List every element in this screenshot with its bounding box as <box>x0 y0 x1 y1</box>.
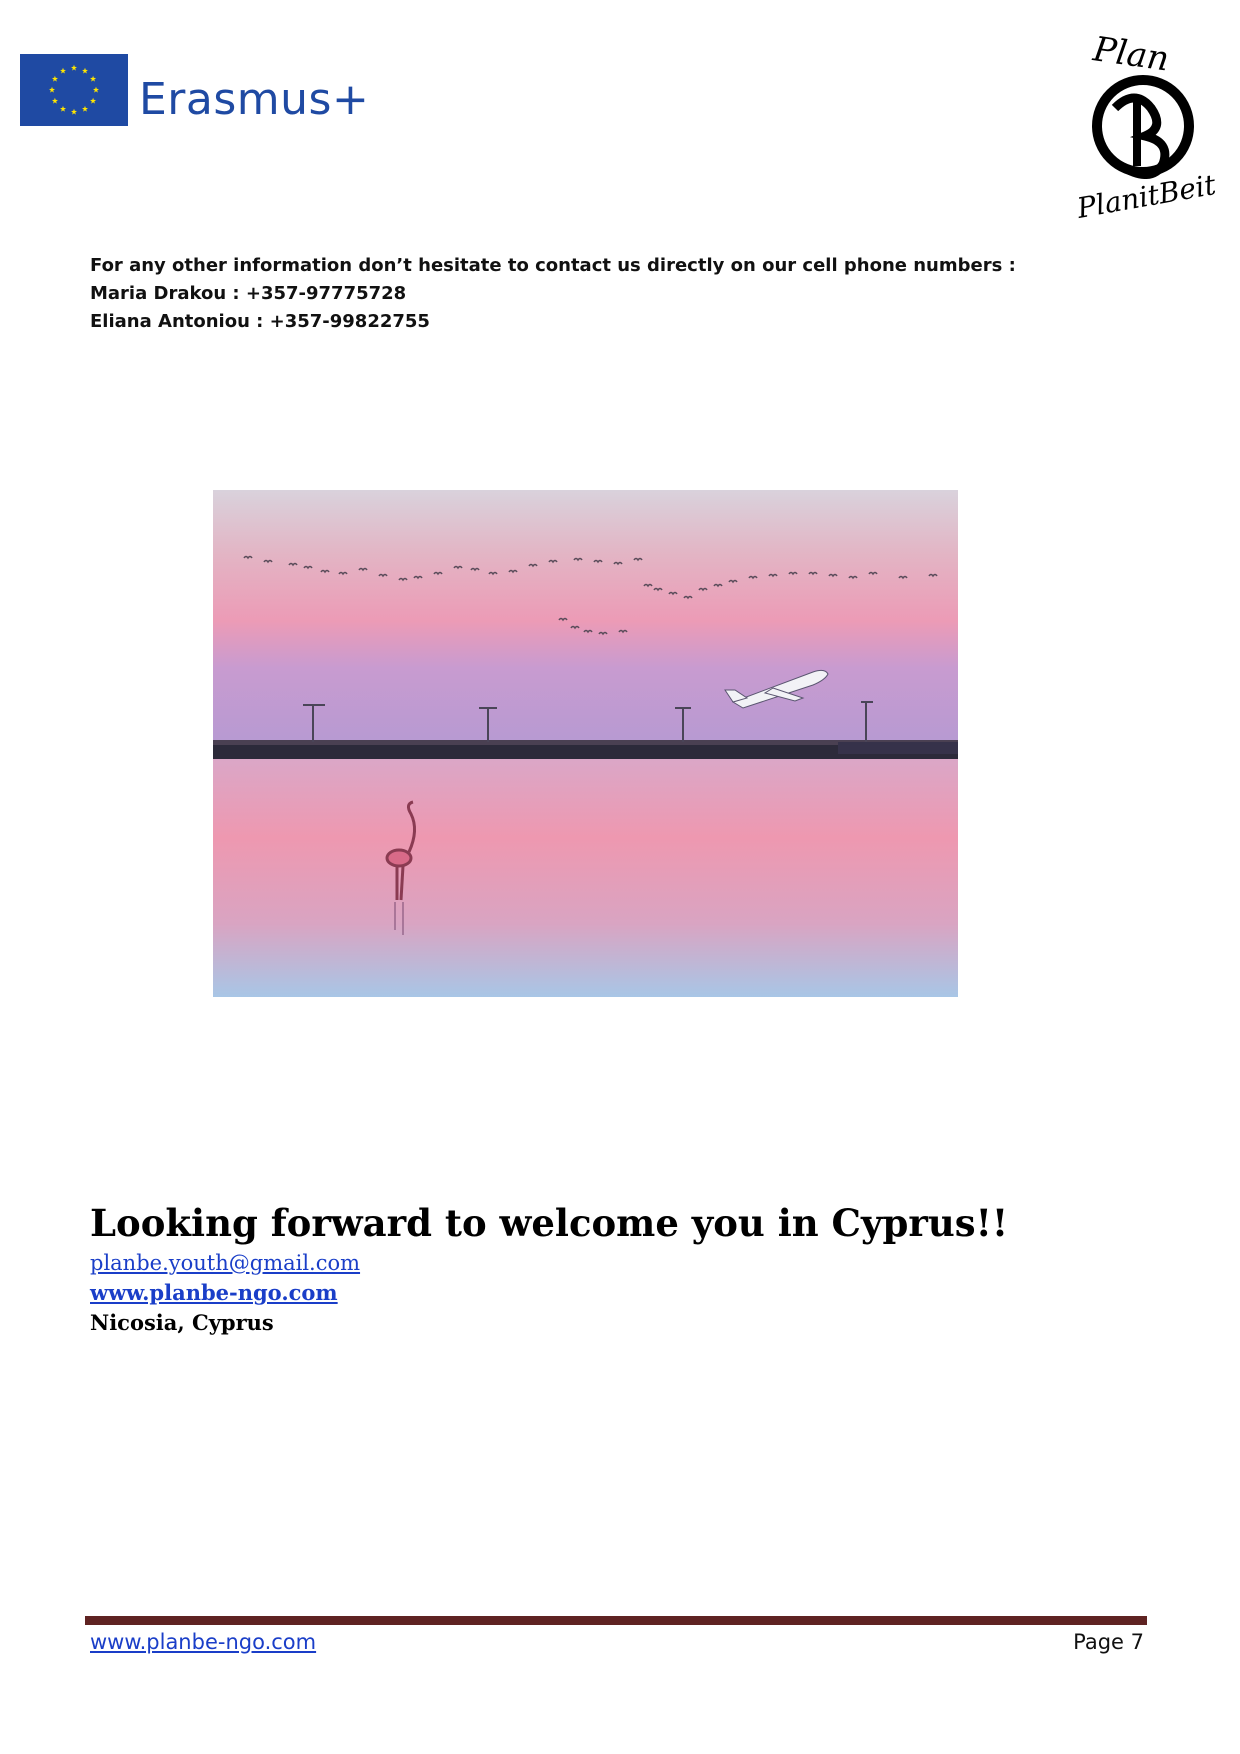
closing-title: Looking forward to welcome you in Cyprus!! <box>90 1201 1009 1245</box>
flamingo-airplane-photo <box>213 490 958 997</box>
website-link[interactable]: www.planbe-ngo.com <box>90 1280 338 1305</box>
footer-divider <box>85 1616 1147 1625</box>
contact-eliana: Eliana Antoniou : +357-99822755 <box>90 311 430 332</box>
eu-flag-logo <box>20 54 128 126</box>
svg-text:Plan: Plan <box>1090 36 1172 80</box>
closing-block <box>90 1198 1008 1338</box>
email-link[interactable]: planbe.youth@gmail.com <box>90 1251 361 1275</box>
contact-info <box>90 252 1016 336</box>
contact-maria: Maria Drakou : +357-97775728 <box>90 283 407 304</box>
city-label: Nicosia, Cyprus <box>90 1310 274 1335</box>
page-number: Page 7 <box>1073 1630 1144 1654</box>
erasmus-plus-logo-text: Erasmus+ <box>139 74 370 125</box>
contact-intro: For any other information don’t hesitate to contact us directly on our cell phone numbers : <box>90 255 1016 276</box>
planbe-logo <box>1075 36 1215 221</box>
footer-website-link[interactable]: www.planbe-ngo.com <box>90 1630 317 1654</box>
svg-text:PlanitBeit: PlanitBeit <box>1075 168 1215 221</box>
eu-stars-icon <box>20 54 128 126</box>
